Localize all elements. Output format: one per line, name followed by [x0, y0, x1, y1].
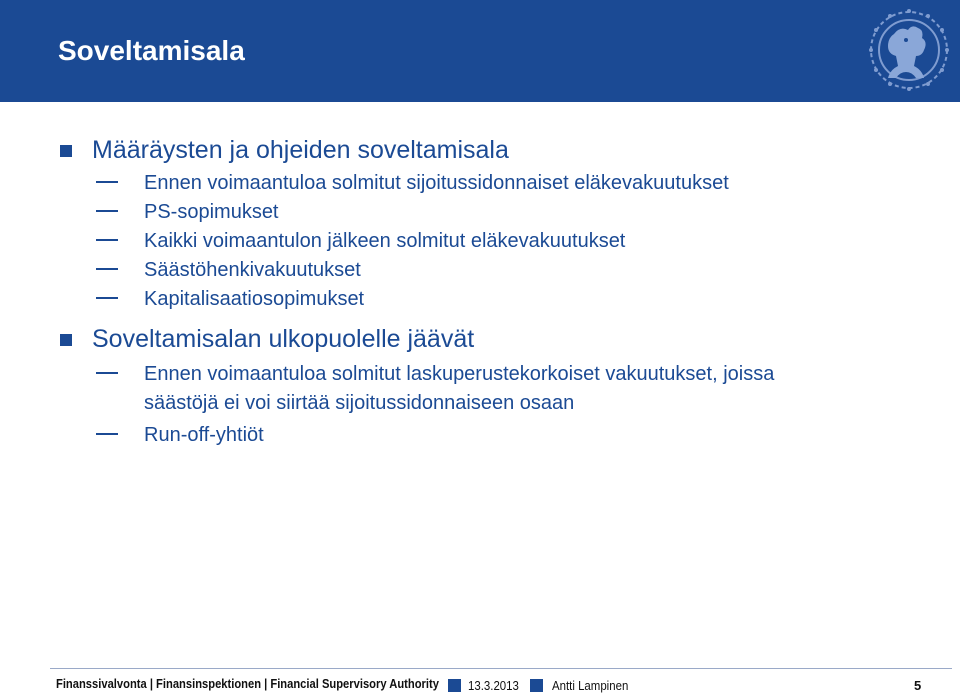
page-number: 5: [914, 678, 922, 693]
slide-footer: [0, 668, 960, 699]
square-bullet-icon: [530, 679, 543, 692]
dash-bullet-icon: [96, 433, 118, 435]
dash-bullet-icon: [96, 372, 118, 374]
square-bullet-icon: [448, 679, 461, 692]
dash-bullet-icon: [96, 210, 118, 212]
slide-header: [0, 0, 960, 102]
dash-bullet-icon: [96, 239, 118, 241]
dash-bullet-icon: [96, 181, 118, 183]
slide-title: Soveltamisala: [58, 35, 245, 66]
square-bullet-icon: [60, 334, 72, 346]
dash-bullet-icon: [96, 297, 118, 299]
footer-organization: Finanssivalvonta | Finansinspektionen | Financial Supervisory Authority: [56, 676, 439, 691]
dash-bullet-icon: [96, 268, 118, 270]
square-bullet-icon: [60, 145, 72, 157]
footer-date: 13.3.2013: [468, 678, 519, 693]
lion-crest-icon: [866, 4, 952, 98]
footer-author: Antti Lampinen: [552, 678, 629, 693]
footer-divider: [50, 668, 952, 669]
